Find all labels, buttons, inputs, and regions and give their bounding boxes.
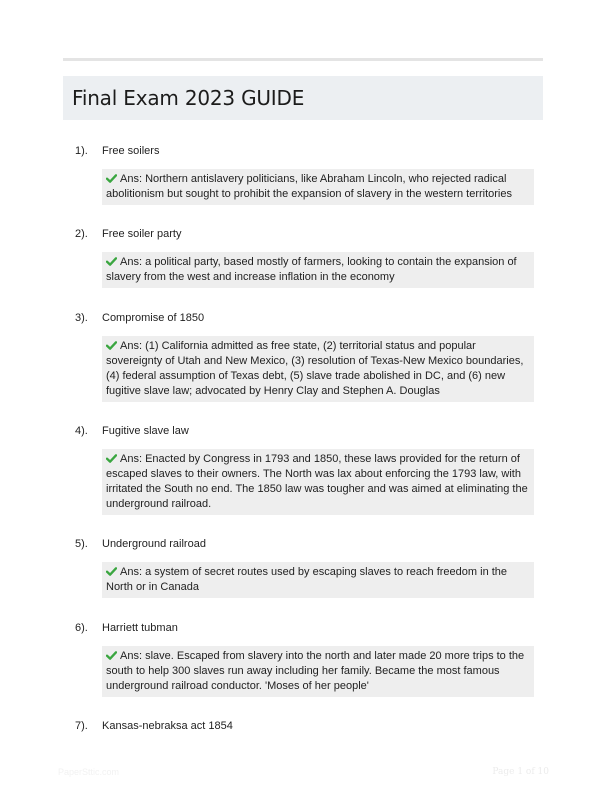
answer-text: Ans: Northern antislavery politicians, like Abraham Lincoln, who rejected radical abolitionism but sought to prohibit the expansion of slavery in the western territories — [106, 173, 512, 200]
answer-text: Ans: Enacted by Congress in 1793 and 1850, these laws provided for the return of escaped slaves to their owners. The North was lax about enforcing the 1793 law, with irritated the South no end. The 1850 law was tougher and was aimed at eliminating the underground railroad. — [106, 453, 528, 510]
answer-box — [102, 169, 534, 205]
check-icon — [106, 174, 117, 183]
answer-text: Ans: slave. Escaped from slavery into the north and later made 20 more trips to the south to help 300 slaves run away including her family. Became the most famous underground railroad conductor. 'Moses of her people' — [106, 650, 525, 692]
footer-watermark: PaperSttic.com — [58, 767, 120, 777]
question-term: Underground railroad — [102, 538, 206, 550]
answer-box — [102, 646, 534, 697]
question-number: 5). — [75, 538, 88, 550]
question-term: Kansas-nebraksa act 1854 — [102, 720, 233, 732]
question-number: 6). — [75, 622, 88, 634]
question-term: Compromise of 1850 — [102, 312, 205, 324]
question-term: Harriett tubman — [102, 622, 178, 634]
answer-box — [102, 252, 534, 288]
top-rule — [63, 58, 543, 61]
page-number: Page 1 of 10 — [492, 767, 549, 777]
answer-box — [102, 562, 534, 598]
document-title: Final Exam 2023 GUIDE — [72, 86, 305, 110]
check-icon — [106, 454, 117, 463]
answer-text: Ans: a political party, based mostly of farmers, looking to contain the expansion of slavery from the west and increase inflation in the economy — [106, 256, 517, 283]
answer-box — [102, 449, 534, 515]
question-term: Free soilers — [102, 145, 160, 157]
check-icon — [106, 567, 117, 576]
question-number: 1). — [75, 145, 88, 157]
check-icon — [106, 341, 117, 350]
question-number: 4). — [75, 425, 88, 437]
question-number: 3). — [75, 312, 88, 324]
title-bar — [63, 76, 543, 120]
question-number: 2). — [75, 228, 88, 240]
question-term: Fugitive slave law — [102, 425, 189, 437]
check-icon — [106, 651, 117, 660]
question-term: Free soiler party — [102, 228, 182, 240]
answer-text: Ans: (1) California admitted as free state, (2) territorial status and popular sovereignty of Utah and New Mexico, (3) resolution of Texas-New Mexico boundaries, (4) federal assumption of Texas debt, (5) slave trade abolished in DC, and (6) new fugitive slave law; advocated by Henry Clay and Stephen A. Douglas — [106, 340, 524, 397]
check-icon — [106, 257, 117, 266]
answer-box — [102, 336, 534, 402]
question-number: 7). — [75, 720, 88, 732]
answer-text: Ans: a system of secret routes used by escaping slaves to reach freedom in the North or in Canada — [106, 566, 508, 593]
